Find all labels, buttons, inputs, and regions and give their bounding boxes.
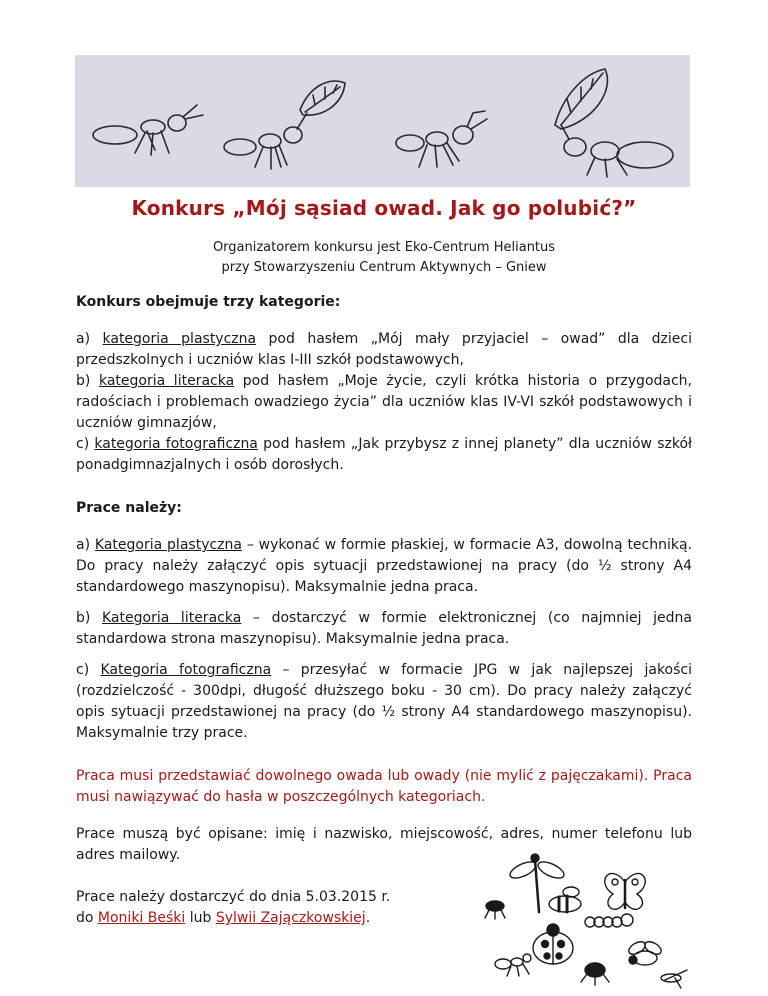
categories-section — [76, 292, 692, 313]
header-ants-drawing — [75, 55, 690, 187]
category-item-a — [76, 329, 692, 371]
category-name-fotograficzna: kategoria fotograficzna — [94, 436, 258, 452]
categories-list — [76, 329, 692, 476]
contacts-prefix: do — [76, 910, 98, 926]
works-section — [76, 498, 692, 519]
insect-requirement-note: Praca musi przedstawiać dowolnego owada lub owady (nie mylić z pajęczakami). Praca musi nawiązywać do hasła w poszczególnych kategoriach. — [76, 768, 692, 805]
works-text: – dostarczyć w formie elektronicznej (co najmniej jedna standardowa strona maszynopisu). Maksymalnie jedna praca. — [76, 610, 692, 647]
contacts-line — [76, 908, 476, 929]
contact-link-sylwia[interactable]: Sylwii Zajączkowskiej — [215, 910, 366, 926]
category-text: pod hasłem „Jak przybysz z innej planety” dla uczniów szkół ponadgimnazjalnych i osób dorosłych. — [76, 436, 692, 473]
works-item-c — [76, 660, 692, 744]
page-title: Konkurs „Mój sąsiad owad. Jak go polubić?” — [131, 196, 637, 220]
contacts-between: lub — [185, 910, 216, 926]
category-item-b — [76, 371, 692, 434]
category-name-literacka: kategoria literacka — [98, 373, 235, 389]
contact-link-monika[interactable]: Moniki Beśki — [97, 910, 186, 926]
works-name-literacka: Kategoria literacka — [102, 610, 242, 626]
works-prefix: b) — [76, 610, 102, 626]
deadline-line: Prace należy dostarczyć do dnia 5.03.2015 r. — [76, 889, 391, 905]
category-prefix: b) — [76, 373, 99, 389]
category-name-plastyczna: kategoria plastyczna — [102, 331, 257, 347]
works-item-a — [76, 535, 692, 598]
insects-illustration — [475, 852, 690, 992]
works-heading: Prace należy: — [76, 500, 182, 516]
ants-sketch-icon — [75, 55, 690, 187]
contacts-end: . — [365, 910, 371, 926]
organizer-line-1: Organizatorem konkursu jest Eko-Centrum Heliantus — [212, 240, 556, 255]
works-text: – przesyłać w formacie JPG w jak najlepszej jakości (rozdzielczość - 300dpi, długość dłuższego boku - 30 cm). Do pracy należy załączyć opis sytuacji przedstawionej na pracy (do ½ strony A4 standardowego maszynopisu). Maksymalnie trzy prace. — [76, 662, 692, 741]
categories-heading: Konkurs obejmuje trzy kategorie: — [76, 294, 341, 310]
works-item-b — [76, 608, 692, 650]
description-requirement: Prace muszą być opisane: imię i nazwisko, miejscowość, adres, numer telefonu lub adres mailowy. — [76, 826, 692, 863]
works-name-fotograficzna: Kategoria fotograficzna — [100, 662, 272, 678]
works-text: – wykonać w formie płaskiej, w formacie A3, dowolną techniką. Do pracy należy załączyć opis sytuacji przedstawionej na pracy (do ½ strony A4 standardowego maszynopisu). Maksymalnie jedna praca. — [76, 537, 693, 595]
category-item-c — [76, 434, 692, 476]
insects-cartoon-icon — [475, 852, 690, 992]
category-text: pod hasłem „Moje życie, czyli krótka historia o przygodach, radościach i problemach owadziego życia” dla uczniów klas IV-VI szkół podstawowych i uczniów gimnazjów, — [76, 373, 692, 431]
works-prefix: c) — [76, 662, 101, 678]
deadline-section — [76, 887, 476, 929]
organizer-line-2: przy Stowarzyszeniu Centrum Aktywnych – Gniew — [221, 260, 547, 275]
category-text: pod hasłem „Mój mały przyjaciel – owad” dla dzieci przedszkolnych i uczniów klas I-III szkół podstawowych, — [76, 331, 692, 368]
works-name-plastyczna: Kategoria plastyczna — [94, 537, 242, 553]
works-prefix: a) — [76, 537, 95, 553]
category-prefix: c) — [76, 436, 95, 452]
category-prefix: a) — [76, 331, 103, 347]
organizer-info — [0, 238, 768, 278]
